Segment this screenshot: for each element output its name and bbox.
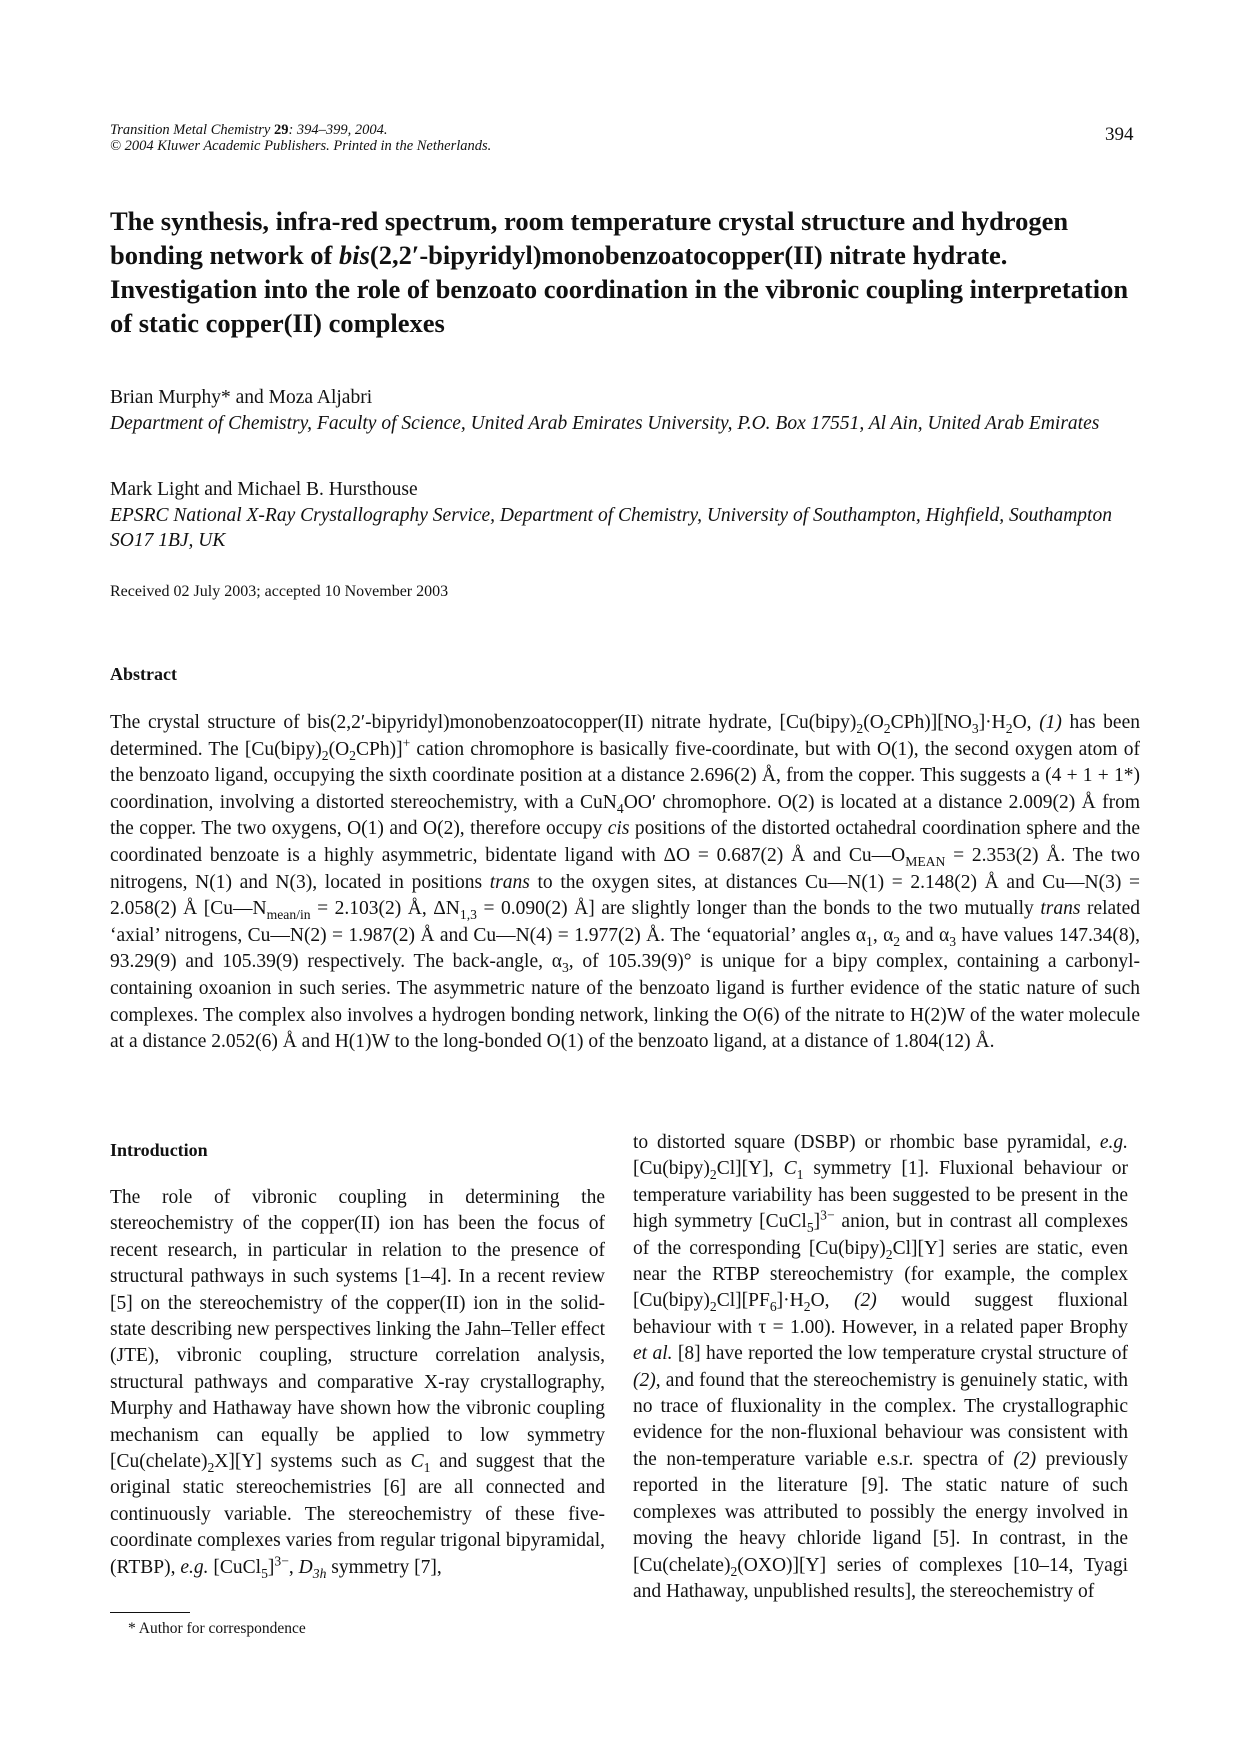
title-part: The synthesis, infra-red spectrum, room temperature crystal structure and hydrogen bonding network of <box>110 206 1069 270</box>
abstract-body: The crystal structure of bis(2,2′-bipyridyl)monobenzoatocopper(II) nitrate hydrate, $[Cu(bipy)_2(O_2CPh)][NO_3]\cdot H_2O$, (1) has been determined. The $[Cu(bipy)_2(O_2CPh)]^+$ cation chromophore is basically five-coordinate, but with O(1), the second oxygen atom of the benzoato ligand, occupying the sixth coordinate position at a distance 2.696(2) Å, from the copper. This suggests a (4 + 1 + 1*) coordination, involving a distorted stereochemistry, with a CuN$_4$OO′ chromophore. O(2) is located at a distance 2.009(2) Å from the copper. The two oxygens, O(1) and O(2), therefore occupy cis positions of the distorted octahedral coordination sphere and the coordinated benzoate is a highly asymmetric, bidentate ligand with ΔO = 0.687(2) Å and $Cu—O_{MEAN} = 2.353(2)$ Å. The two nitrogens, N(1) and N(3), located in positions trans to the oxygen sites, at distances Cu—N(1) = 2.148(2) Å and Cu—N(3) = 2.058(2) Å [$Cu—N_{mean/in} = 2.103(2)$ Å, $\Delta N_{1,3} = 0.090(2)$ Å] are slightly longer than the bonds to the two mutually trans related ‘axial’ nitrogens, Cu—N(2) = 1.987(2) Å and Cu—N(4) = 1.977(2) Å. The ‘equatorial’ angles $\alpha_1$, $\alpha_2$ and $\alpha_3$ have values 147.34(8), 93.29(9) and 105.39(9) respectively. The back-angle, $\alpha_3$, of 105.39(9)° is unique for a bipy complex, containing a carbonyl-containing oxoanion in such series. The asymmetric nature of the benzoato ligand is further evidence of the static nature of such complexes. The complex also involves a hydrogen bonding network, linking the O(6) of the nitrate to H(2)W of the water molecule at a distance 2.052(6) Å and H(1)W to the long-bonded O(1) of the benzoato ligand, at a distance of 1.804(12) Å. <box>110 712 1141 1053</box>
title-part: (2,2′-bipyridyl)monobenzoatocopper(II) nitrate hydrate. Investigation into the role of benzoato coordination in the vibronic coupling interpretation of static copper(II) complexes <box>110 240 1129 338</box>
copyright-line: © 2004 Kluwer Academic Publishers. Printed in the Netherlands. <box>110 138 492 154</box>
title-italic: bis <box>338 240 370 270</box>
received-dates: Received 02 July 2003; accepted 10 November 2003 <box>110 583 449 600</box>
journal-pages-year: : 394–399, 2004. <box>288 122 388 138</box>
journal-citation <box>110 122 491 154</box>
author-affiliation-1: Department of Chemistry, Faculty of Science, United Arab Emirates University, P.O. Box 17551, Al Ain, United Arab Emirates <box>110 413 1100 434</box>
introduction-right-column: to distorted square (DSBP) or rhombic base pyramidal, e.g. $[Cu(bipy)_2Cl][Y]$, $C_1$ symmetry [1]. Fluxional behaviour or temperature variability has been suggested to be present in the high symmetry [CuCl$_5$]$^{3-}$ anion, but in contrast all complexes of the corresponding $[Cu(bipy)_2Cl][Y]$ series are static, even near the RTBP stereochemistry (for example, the complex $[Cu(bipy)_2Cl][PF_6]\cdot H_2O$, (2) would suggest fluxional behaviour with τ = 1.00). However, in a related paper Brophy et al. [8] have reported the low temperature crystal structure of (2), and found that the stereochemistry is genuinely static, with no trace of fluxionality in the complex. The crystallographic evidence for the non-fluxional behaviour was consistent with the non-temperature variable e.s.r. spectra of (2) previously reported in the literature [9]. The static nature of such complexes was attributed to possibly the energy involved in moving the heavy chloride ligand [5]. In contrast, in the $[Cu(chelate)_2(OXO)][Y]$ series of complexes [10–14, Tyagi and Hathaway, unpublished results], the stereochemistry of <box>633 1132 1129 1602</box>
footnote: * Author for correspondence <box>128 1620 306 1637</box>
article-title <box>110 204 1140 340</box>
author-affiliation-2: EPSRC National X-Ray Crystallography Service, Department of Chemistry, University of Southampton, Highfield, Southampton SO17 1BJ, UK <box>110 505 1112 551</box>
journal-volume: 29 <box>273 122 289 138</box>
page-number: 394 <box>1105 124 1134 145</box>
introduction-left-column: The role of vibronic coupling in determining the stereochemistry of the copper(II) ion has been the focus of recent research, in particular in relation to the presence of structural pathways in such systems [1–4]. In a recent review [5] on the stereochemistry of the copper(II) ion in the solid-state describing new perspectives linking the Jahn–Teller effect (JTE), vibronic coupling, structure correlation analysis, structural pathways and comparative X-ray crystallography, Murphy and Hathaway have shown how the vibronic coupling mechanism can equally be applied to low symmetry $[Cu(chelate)_2X][Y]$ systems such as $C_1$ and suggest that the original static stereochemistries [6] are all connected and continuously variable. The stereochemistry of these five-coordinate complexes varies from regular trigonal bipyramidal, (RTBP), e.g. [CuCl$_5$]$^{3-}$, $D_{3h}$ symmetry [7], <box>110 1187 606 1581</box>
author-names-1: Brian Murphy* and Moza Aljabri <box>110 387 373 408</box>
introduction-heading: Introduction <box>110 1140 208 1160</box>
author-names-2: Mark Light and Michael B. Hursthouse <box>110 479 418 500</box>
abstract-heading: Abstract <box>110 664 177 684</box>
journal-name: Transition Metal Chemistry <box>110 122 271 138</box>
footnote-rule <box>110 1612 190 1613</box>
